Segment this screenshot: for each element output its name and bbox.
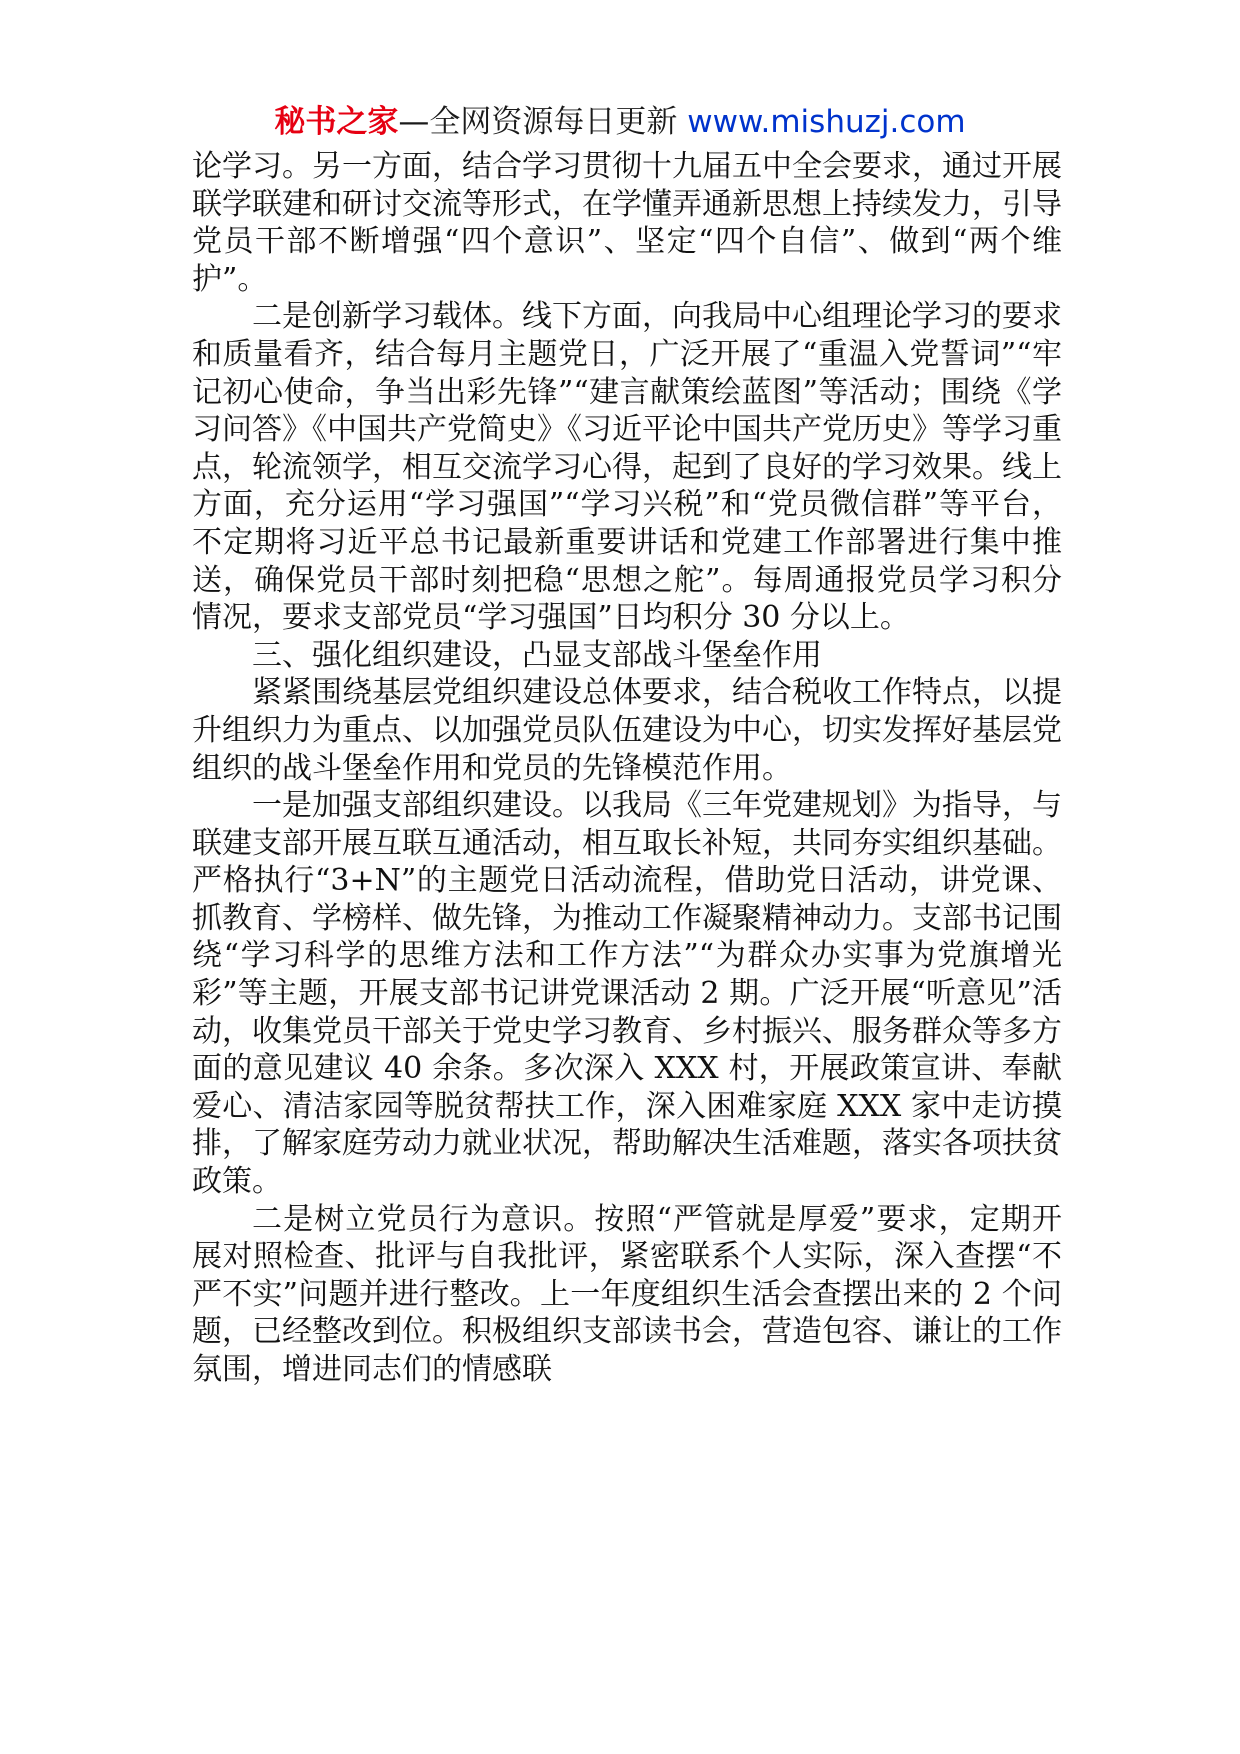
header-url-link[interactable]: www.mishuzj.com xyxy=(687,104,966,140)
paragraph-5: 一是加强支部组织建设。以我局《三年党建规划》为指导，与联建支部开展互联互通活动，相互取长补短，共同夯实组织基础。严格执行“3+N”的主题党日活动流程，借助党日活动，讲党课、抓教育、学榜样、做先锋，为推动工作凝聚精神动力。支部书记围绕“学习科学的思维方法和工作方法”“为群众办实事为党旗增光彩”等主题，开展支部书记讲党课活动 2 期。广泛开展“听意见”活动，收集党员干部关于党史学习教育、乡村振兴、服务群众等多方面的意见建议 40 余条。多次深入 XXX 村，开展政策宣讲、奉献爱心、清洁家园等脱贫帮扶工作，深入困难家庭 XXX 家中走访摸排，了解家庭劳动力就业状况，帮助解决生活难题，落实各项扶贫政策。 xyxy=(192,788,1062,1200)
page-header xyxy=(0,100,1240,144)
section-heading: 三、强化组织建设，凸显支部战斗堡垒作用 xyxy=(252,637,822,673)
document-body xyxy=(192,148,1062,1389)
paragraph-6: 二是树立党员行为意识。按照“严管就是厚爱”要求，定期开展对照检查、批评与自我批评，紧密联系个人实际，深入查摆“不严不实”问题并进行整改。上一年度组织生活会查摆出来的 2 个问题，已经整改到位。积极组织支部读书会，营造包容、谦让的工作氛围，增进同志们的情感联 xyxy=(192,1201,1062,1387)
header-tagline: —全网资源每日更新 xyxy=(398,104,678,140)
paragraph-2: 二是创新学习载体。线下方面，向我局中心组理论学习的要求和质量看齐，结合每月主题党日，广泛开展了“重温入党誓词”“牢记初心使命，争当出彩先锋”“建言献策绘蓝图”等活动；围绕《学习问答》《中国共产党简史》《习近平论中国共产党历史》等学习重点，轮流领学，相互交流学习心得，起到了良好的学习效果。线上方面，充分运用“学习强国”“学习兴税”和“党员微信群”等平台，不定期将习近平总书记最新重要讲话和党建工作部署进行集中推送，确保党员干部时刻把稳“思想之舵”。每周通报党员学习积分情况，要求支部党员“学习强国”日均积分 30 分以上。 xyxy=(192,299,1062,636)
header-brand: 秘书之家 xyxy=(274,104,399,140)
paragraph-1: 论学习。另一方面，结合学习贯彻十九届五中全会要求，通过开展联学联建和研讨交流等形式，在学懂弄通新思想上持续发力，引导党员干部不断增强“四个意识”、坚定“四个自信”、做到“两个维护”。 xyxy=(192,149,1062,297)
paragraph-4: 紧紧围绕基层党组织建设总体要求，结合税收工作特点，以提升组织力为重点、以加强党员队伍建设为中心，切实发挥好基层党组织的战斗堡垒作用和党员的先锋模范作用。 xyxy=(192,675,1062,786)
